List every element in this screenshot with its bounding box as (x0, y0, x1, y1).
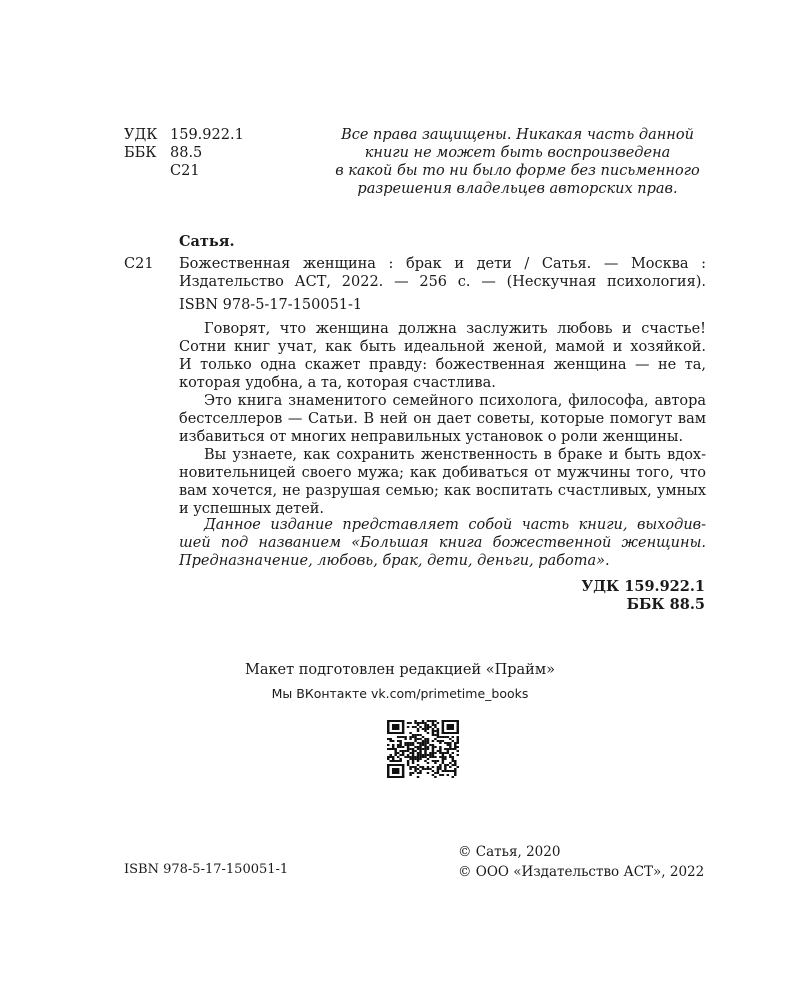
udk-bottom: УДК 159.922.1 (581, 578, 705, 595)
edition-note: Данное издание представляет собой часть книги, выходив- шей под названием «Большая книга божественной женщины. Предназначение, любовь, брак, дети, деньги, работа». (179, 517, 706, 569)
qr-code-icon (387, 720, 459, 778)
annotation-paragraph: Говорят, что женщина должна заслужить любовь и счастье! Сотни книг учат, как быть идеальной женой, мамой и хозяйкой. И только одна скажет правду: божественная женщина — не та, которая удобна, а та, которая счастлива. (179, 321, 706, 391)
udk-bbk-bottom (581, 578, 705, 614)
copyright-author: © Сатья, 2020 (458, 844, 561, 860)
vk-link[interactable]: Мы ВКонтакте vk.com/primetime_books (271, 686, 529, 701)
author-name: Сатья. (179, 233, 235, 250)
bibliographic-description: Божественная женщина : брак и дети / Сатья. — Москва : Издательство АСТ, 2022. — 256 с. — (Нескучная психология). (179, 256, 706, 290)
code-row: С21 (170, 163, 200, 179)
udk-row: УДК 159.922.1 (124, 127, 244, 143)
udk-block (124, 126, 324, 180)
bbk-bottom: ББК 88.5 (626, 596, 705, 613)
bbk-row: ББК 88.5 (124, 145, 203, 161)
isbn-bottom: ISBN 978-5-17-150051-1 (124, 862, 289, 877)
annotation-paragraph: Это книга знаменитого семейного психолога, философа, автора бестселлеров — Сатьи. В ней он дает советы, которые помогут вам избавиться от многих неправильных установок о роли женщины. (179, 393, 706, 445)
annotation-paragraph: Вы узнаете, как сохранить женственность в браке и быть вдох- новительницей своего мужа; как добиваться от мужчины того, что вам хочется, не разрушая семью; как воспитать счастливых, умных и успешных детей. (179, 447, 706, 517)
classification-code: С21 (124, 256, 154, 272)
qr-code-graphic (387, 720, 459, 778)
rights-notice: Все права защищены. Никакая часть данной книги не может быть воспроизведена в какой бы то ни было форме без письменного разрешения владельцев авторских прав. (335, 127, 700, 197)
isbn-top: ISBN 978-5-17-150051-1 (179, 297, 363, 313)
annotation (179, 320, 706, 518)
copyright-publisher: © ООО «Издательство АСТ», 2022 (458, 864, 705, 880)
layout-credit: Макет подготовлен редакцией «Прайм» (245, 662, 555, 678)
copyright-lines (458, 842, 704, 882)
